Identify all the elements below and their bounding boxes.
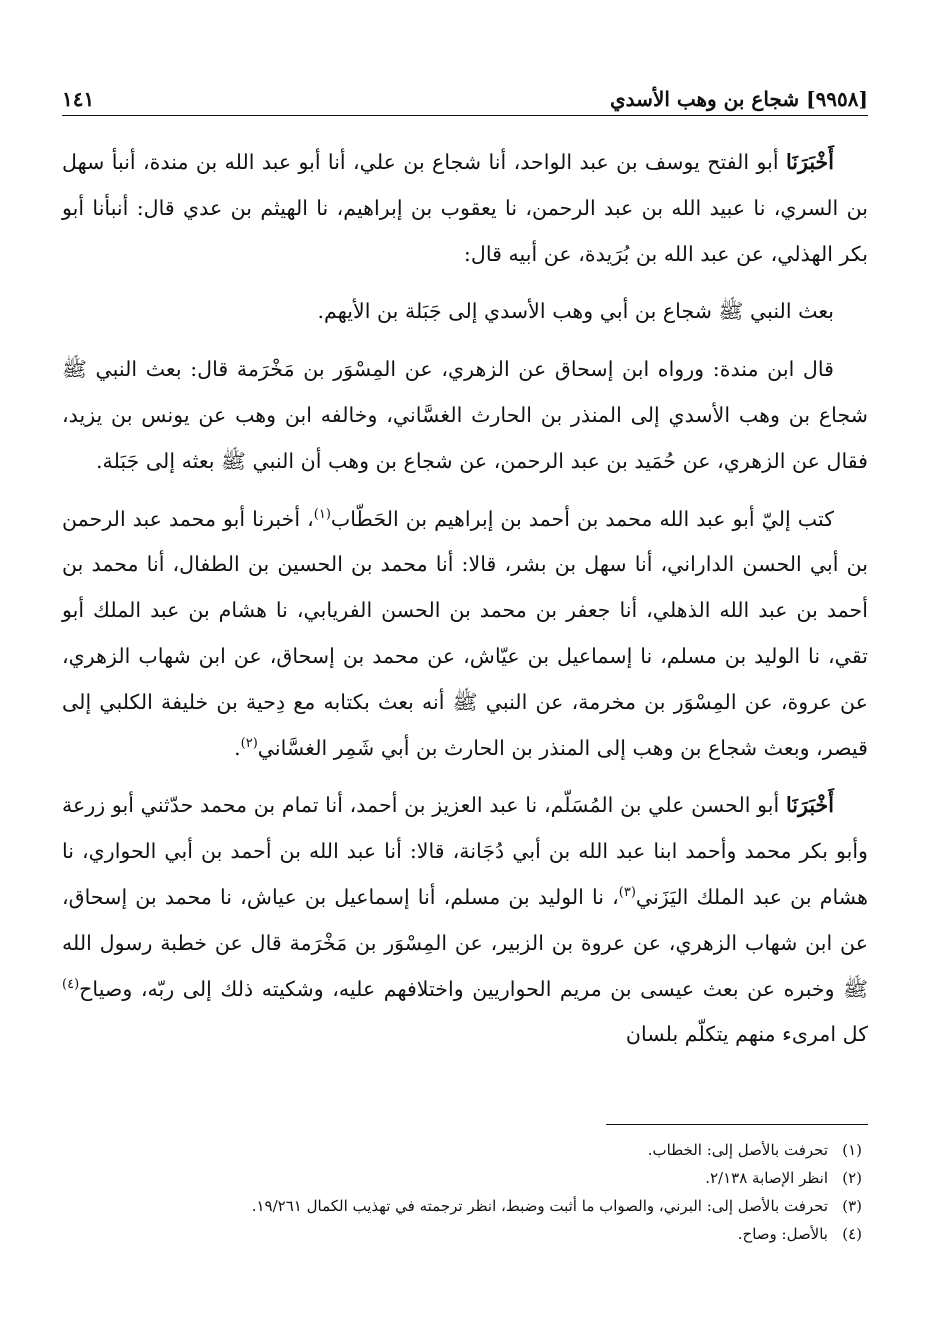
- paragraph-2-text: بعث النبي ﷺ شجاع بن أبي وهب الأسدي إلى جَبَلة بن الأيهم.: [317, 299, 834, 324]
- footnotes: [120, 1136, 862, 1248]
- footnote-text: بالأصل: وصاح.: [737, 1225, 828, 1243]
- footnote-text: تحرفت بالأصل إلى: البرني، والصواب ما أثبت وضبط، انظر ترجمته في تهذيب الكمال ١٩/٢٦١.: [251, 1197, 828, 1215]
- running-header: [62, 80, 868, 116]
- paragraph-5-text-before: أبو الحسن علي بن المُسَلّم، نا عبد العزيز بن أحمد، أنا تمام بن محمد حدّثني أبو زرعة وأبو بكر محمد وأحمد ابنا عبد الله بن أبي دُجَانة، قالا: أنا عبد الله بن أحمد بن أبي الحواري، نا هشام بن عبد الملك اليَزَني: [62, 793, 868, 909]
- footnote-divider: [606, 1124, 868, 1125]
- paragraph-5-lead-word: أَخْبَرَنَا: [785, 793, 834, 818]
- paragraph-1-text: أبو الفتح يوسف بن عبد الواحد، أنا شجاع بن علي، أنا أبو عبد الله بن مندة، أنبأ سهل بن السري، نا عبيد الله بن عبد الرحمن، نا يعقوب بن إبراهيم، نا الهيثم بن عدي قال: أنبأنا أبو بكر الهذلي، عن عبد الله بن بُرَيدة، عن أبيه قال:: [62, 150, 868, 266]
- footnote-2: [120, 1164, 862, 1192]
- paragraph-5-text-after: كل امرىء منهم يتكلّم بلسان: [625, 1022, 868, 1047]
- page-number: ١٤١: [62, 87, 95, 111]
- footnote-number: (٢): [842, 1169, 862, 1187]
- paragraph-4-text-before: كتب إليّ أبو عبد الله محمد بن أحمد بن إبراهيم بن الحَطّاب: [330, 506, 835, 531]
- footnote-text: انظر الإصابة ٢/١٣٨.: [705, 1169, 828, 1187]
- footnote-1: [120, 1136, 862, 1164]
- footnote-ref-4[interactable]: (٤): [62, 976, 80, 992]
- paragraph-1: [62, 140, 868, 277]
- paragraph-4-text-after: ، أخبرنا أبو محمد عبد الرحمن بن أبي الحسن الداراني، أنا سهل بن بشر، قالا: أنا محمد بن الحسين بن الطفال، أنا محمد بن أحمد بن عبد الله الذهلي، أنا جعفر بن محمد بن الحسن الفريابي، نا هشام بن عبد الملك أبو تقي، نا الوليد بن مسلم، نا إسماعيل بن عيّاش، عن محمد بن إسحاق، عن ابن شهاب الزهري، عن عروة، عن المِسْوَر بن مخرمة، عن النبي ﷺ أنه بعث بكتابه مع دِحية بن خليفة الكلبي إلى قيصر، وبعث شجاع بن وهب إلى المنذر بن الحارث بن أبي شَمِر الغسَّاني: [62, 506, 868, 760]
- paragraph-3: [62, 347, 868, 484]
- footnote-number: (١): [842, 1141, 862, 1159]
- footnote-ref-2[interactable]: (٢): [240, 735, 258, 751]
- paragraph-2: [62, 289, 868, 335]
- footnote-number: (٤): [842, 1225, 862, 1243]
- footnote-ref-1[interactable]: (١): [313, 506, 331, 522]
- footnote-number: (٣): [842, 1197, 862, 1215]
- footnote-3: [120, 1192, 862, 1220]
- paragraph-5-text-mid: ، نا الوليد بن مسلم، أنا إسماعيل بن عياش، نا محمد بن إسحاق، عن ابن شهاب الزهري، عن عروة بن الزبير، عن المِسْوَر بن مَخْرَمة قال عن خطبة رسول الله ﷺ وخبره عن بعث عيسى بن مريم الحواريين واختلافهم عليه، وشكيته ذلك إلى ربّه، وصياح: [62, 884, 868, 1001]
- paragraph-4-text-end: .: [234, 735, 241, 760]
- paragraph-4: [62, 497, 868, 772]
- main-text: [62, 140, 868, 1058]
- footnote-4: [120, 1220, 862, 1248]
- footnote-text: تحرفت بالأصل إلى: الخطاب.: [647, 1141, 828, 1159]
- paragraph-5: [62, 783, 868, 1058]
- running-title: [٩٩٥٨] شجاع بن وهب الأسدي: [610, 87, 868, 111]
- footnote-ref-3[interactable]: (٣): [618, 885, 636, 901]
- paragraph-3-text: قال ابن مندة: ورواه ابن إسحاق عن الزهري، عن المِسْوَر بن مَخْرَمة قال: بعث النبي ﷺ شجاع بن وهب الأسدي إلى المنذر بن الحارث الغسَّاني، وخالفه ابن وهب عن يونس بن يزيد، فقال عن الزهري، عن حُمَيد بن عبد الرحمن، عن شجاع بن وهب أن النبي ﷺ بعثه إلى جَبَلة.: [62, 357, 868, 473]
- paragraph-1-lead-word: أَخْبَرَنَا: [785, 150, 834, 174]
